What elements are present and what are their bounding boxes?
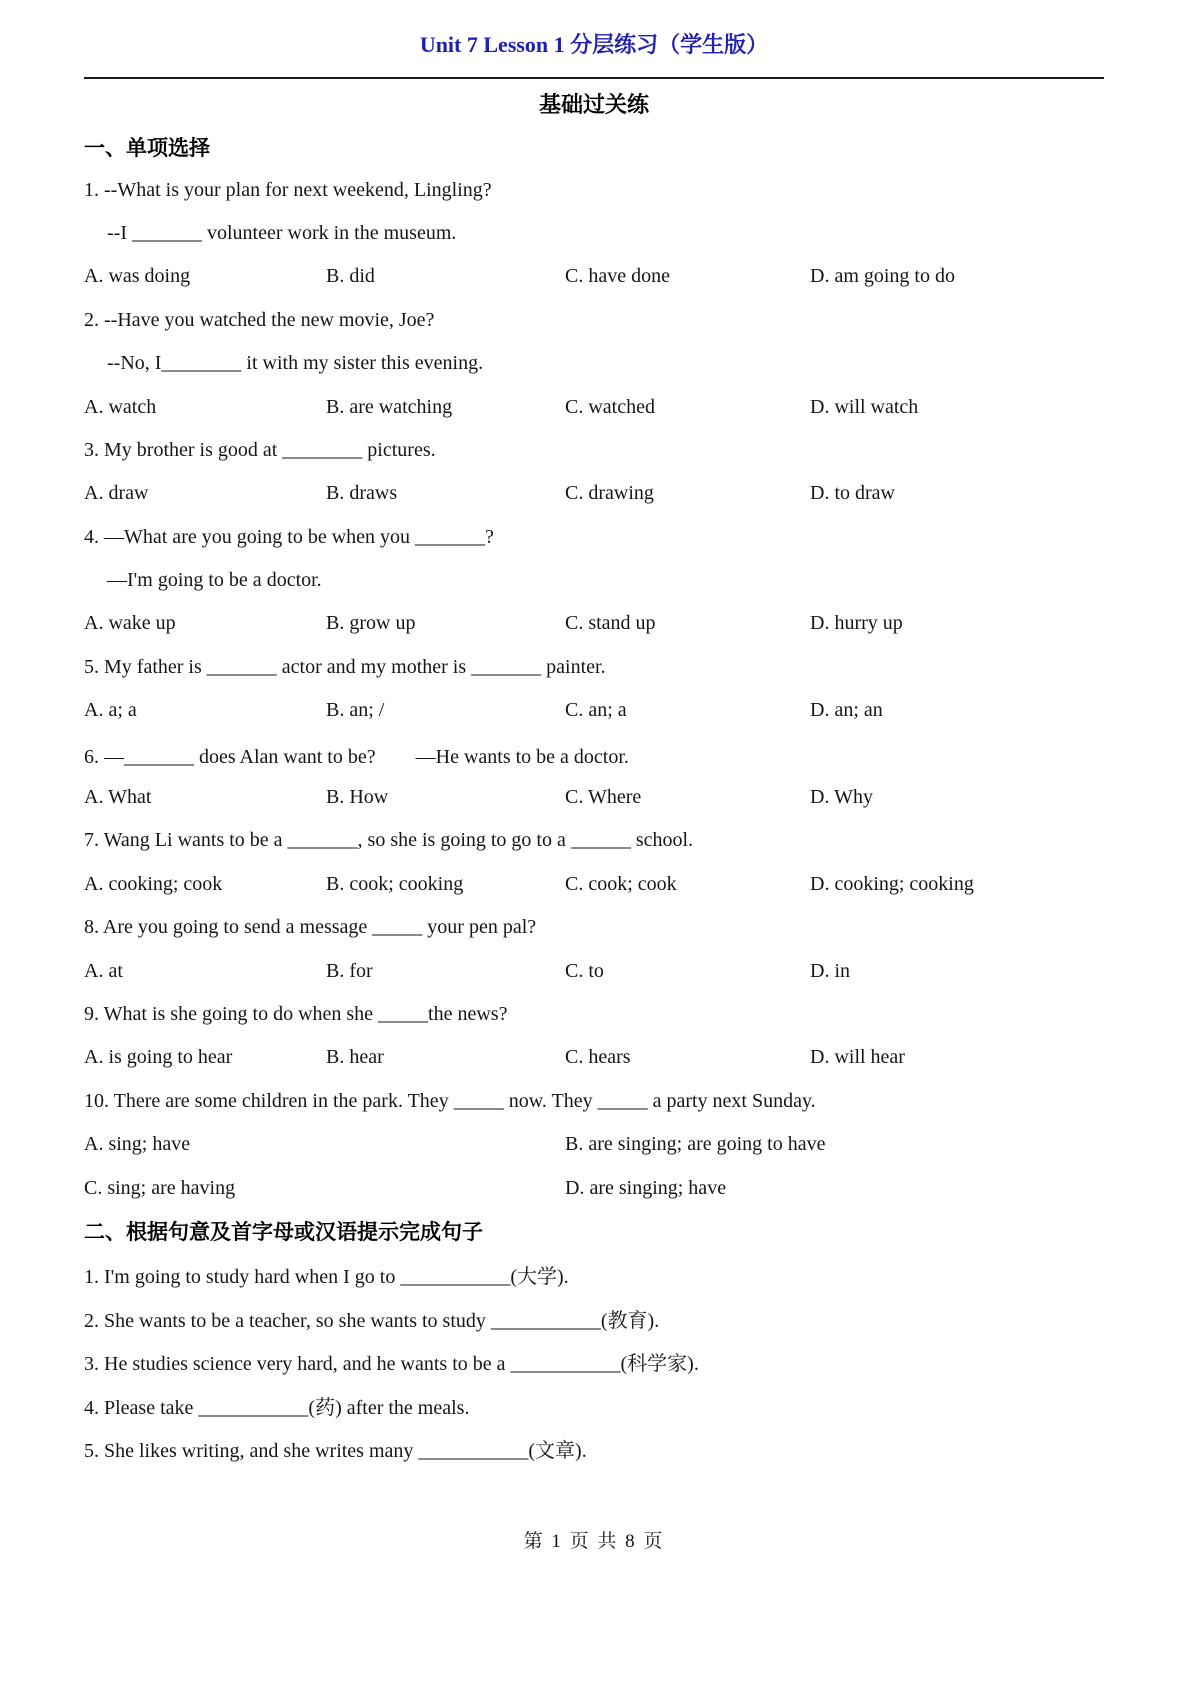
question-8-option-b: B. for: [326, 959, 373, 982]
question-6-stem: 6. —_______ does Alan want to be? —He wants to be a doctor.: [84, 745, 629, 768]
question-8-option-c: C. to: [565, 959, 604, 982]
question-3-option-d: D. to draw: [810, 482, 895, 505]
part2-item-4: 4. Please take ___________(药) after the meals.: [84, 1396, 470, 1419]
question-8-options: [84, 949, 1104, 992]
question-7-option-b: B. cook; cooking: [326, 872, 464, 895]
part2-item-2: 2. She wants to be a teacher, so she wants to study ___________(教育).: [84, 1309, 660, 1332]
question-9-option-d: D. will hear: [810, 1046, 905, 1069]
question-8-option-d: D. in: [810, 959, 850, 982]
part1-heading: 一、单项选择: [84, 136, 210, 160]
question-6-option-d: D. Why: [810, 786, 873, 809]
question-3-option-b: B. draws: [326, 482, 398, 505]
question-7-option-a: A. cooking; cook: [84, 872, 223, 895]
question-5-option-a: A. a; a: [84, 699, 137, 722]
question-4-reply: —I'm going to be a doctor.: [107, 569, 322, 592]
part2-item-5: 5. She likes writing, and she writes many ___________(文章).: [84, 1439, 587, 1462]
question-8-option-a: A. at: [84, 959, 123, 982]
question-2-option-d: D. will watch: [810, 395, 919, 418]
header-divider: [84, 77, 1104, 79]
question-6-option-b: B. How: [326, 786, 389, 809]
question-4-option-a: A. wake up: [84, 612, 176, 635]
question-9-option-a: A. is going to hear: [84, 1046, 233, 1069]
page-number: 第 1 页 共 8 页: [523, 1531, 665, 1553]
part2-item-3: 3. He studies science very hard, and he wants to be a ___________(科学家).: [84, 1353, 699, 1376]
question-9-option-c: C. hears: [565, 1046, 631, 1069]
question-1-reply: --I _______ volunteer work in the museum.: [107, 221, 457, 244]
question-10-option-a: A. sing; have: [84, 1133, 191, 1156]
question-5-option-d: D. an; an: [810, 699, 883, 722]
question-10-option-c: C. sing; are having: [84, 1176, 236, 1199]
question-7-option-d: D. cooking; cooking: [810, 872, 974, 895]
question-1-option-d: D. am going to do: [810, 265, 955, 288]
question-2-options: [84, 385, 1104, 428]
question-1-option-b: B. did: [326, 265, 375, 288]
question-5-options: [84, 689, 1104, 732]
part2-item-1: 1. I'm going to study hard when I go to ___________(大学).: [84, 1266, 569, 1289]
document-title: Unit 7 Lesson 1 分层练习（学生版）: [419, 32, 769, 57]
question-10-option-b: B. are singing; are going to have: [565, 1133, 826, 1156]
question-4-option-d: D. hurry up: [810, 612, 903, 635]
worksheet-subtitle: 基础过关练: [538, 92, 649, 117]
question-6-option-a: A. What: [84, 786, 152, 809]
question-10-options-row2: [84, 1166, 1104, 1209]
question-8-stem: 8. Are you going to send a message _____ your pen pal?: [84, 916, 537, 939]
question-4-option-b: B. grow up: [326, 612, 416, 635]
question-9-option-b: B. hear: [326, 1046, 384, 1069]
question-3-option-c: C. drawing: [565, 482, 654, 505]
question-7-option-c: C. cook; cook: [565, 872, 677, 895]
question-10-option-d: D. are singing; have: [565, 1176, 727, 1199]
question-3-option-a: A. draw: [84, 482, 149, 505]
question-10-stem: 10. There are some children in the park. They _____ now. They _____ a party next Sunday.: [84, 1089, 816, 1112]
question-7-options: [84, 863, 1104, 906]
question-4-options: [84, 602, 1104, 645]
question-10-options-row1: [84, 1123, 1104, 1166]
question-3-options: [84, 472, 1104, 515]
question-5-option-b: B. an; /: [326, 699, 385, 722]
worksheet-body: [84, 125, 1104, 1470]
question-1-option-c: C. have done: [565, 265, 670, 288]
question-6-option-c: C. Where: [565, 786, 642, 809]
question-4-stem: 4. —What are you going to be when you _______?: [84, 525, 494, 548]
question-2-option-c: C. watched: [565, 395, 655, 418]
part2-heading: 二、根据句意及首字母或汉语提示完成句子: [84, 1221, 483, 1245]
question-5-option-c: C. an; a: [565, 699, 627, 722]
question-9-options: [84, 1036, 1104, 1079]
question-4-option-c: C. stand up: [565, 612, 656, 635]
question-2-stem: 2. --Have you watched the new movie, Joe?: [84, 308, 435, 331]
question-5-stem: 5. My father is _______ actor and my mother is _______ painter.: [84, 655, 606, 678]
question-7-stem: 7. Wang Li wants to be a _______, so she is going to go to a ______ school.: [84, 829, 694, 852]
question-3-stem: 3. My brother is good at ________ pictures.: [84, 438, 436, 461]
question-1-stem: 1. --What is your plan for next weekend, Lingling?: [84, 178, 492, 201]
question-6-options: [84, 776, 1104, 819]
question-1-option-a: A. was doing: [84, 265, 191, 288]
question-1-options: [84, 255, 1104, 298]
question-2-option-b: B. are watching: [326, 395, 453, 418]
question-2-reply: --No, I________ it with my sister this evening.: [107, 352, 484, 375]
question-9-stem: 9. What is she going to do when she _____the news?: [84, 1003, 508, 1025]
question-2-option-a: A. watch: [84, 395, 157, 418]
